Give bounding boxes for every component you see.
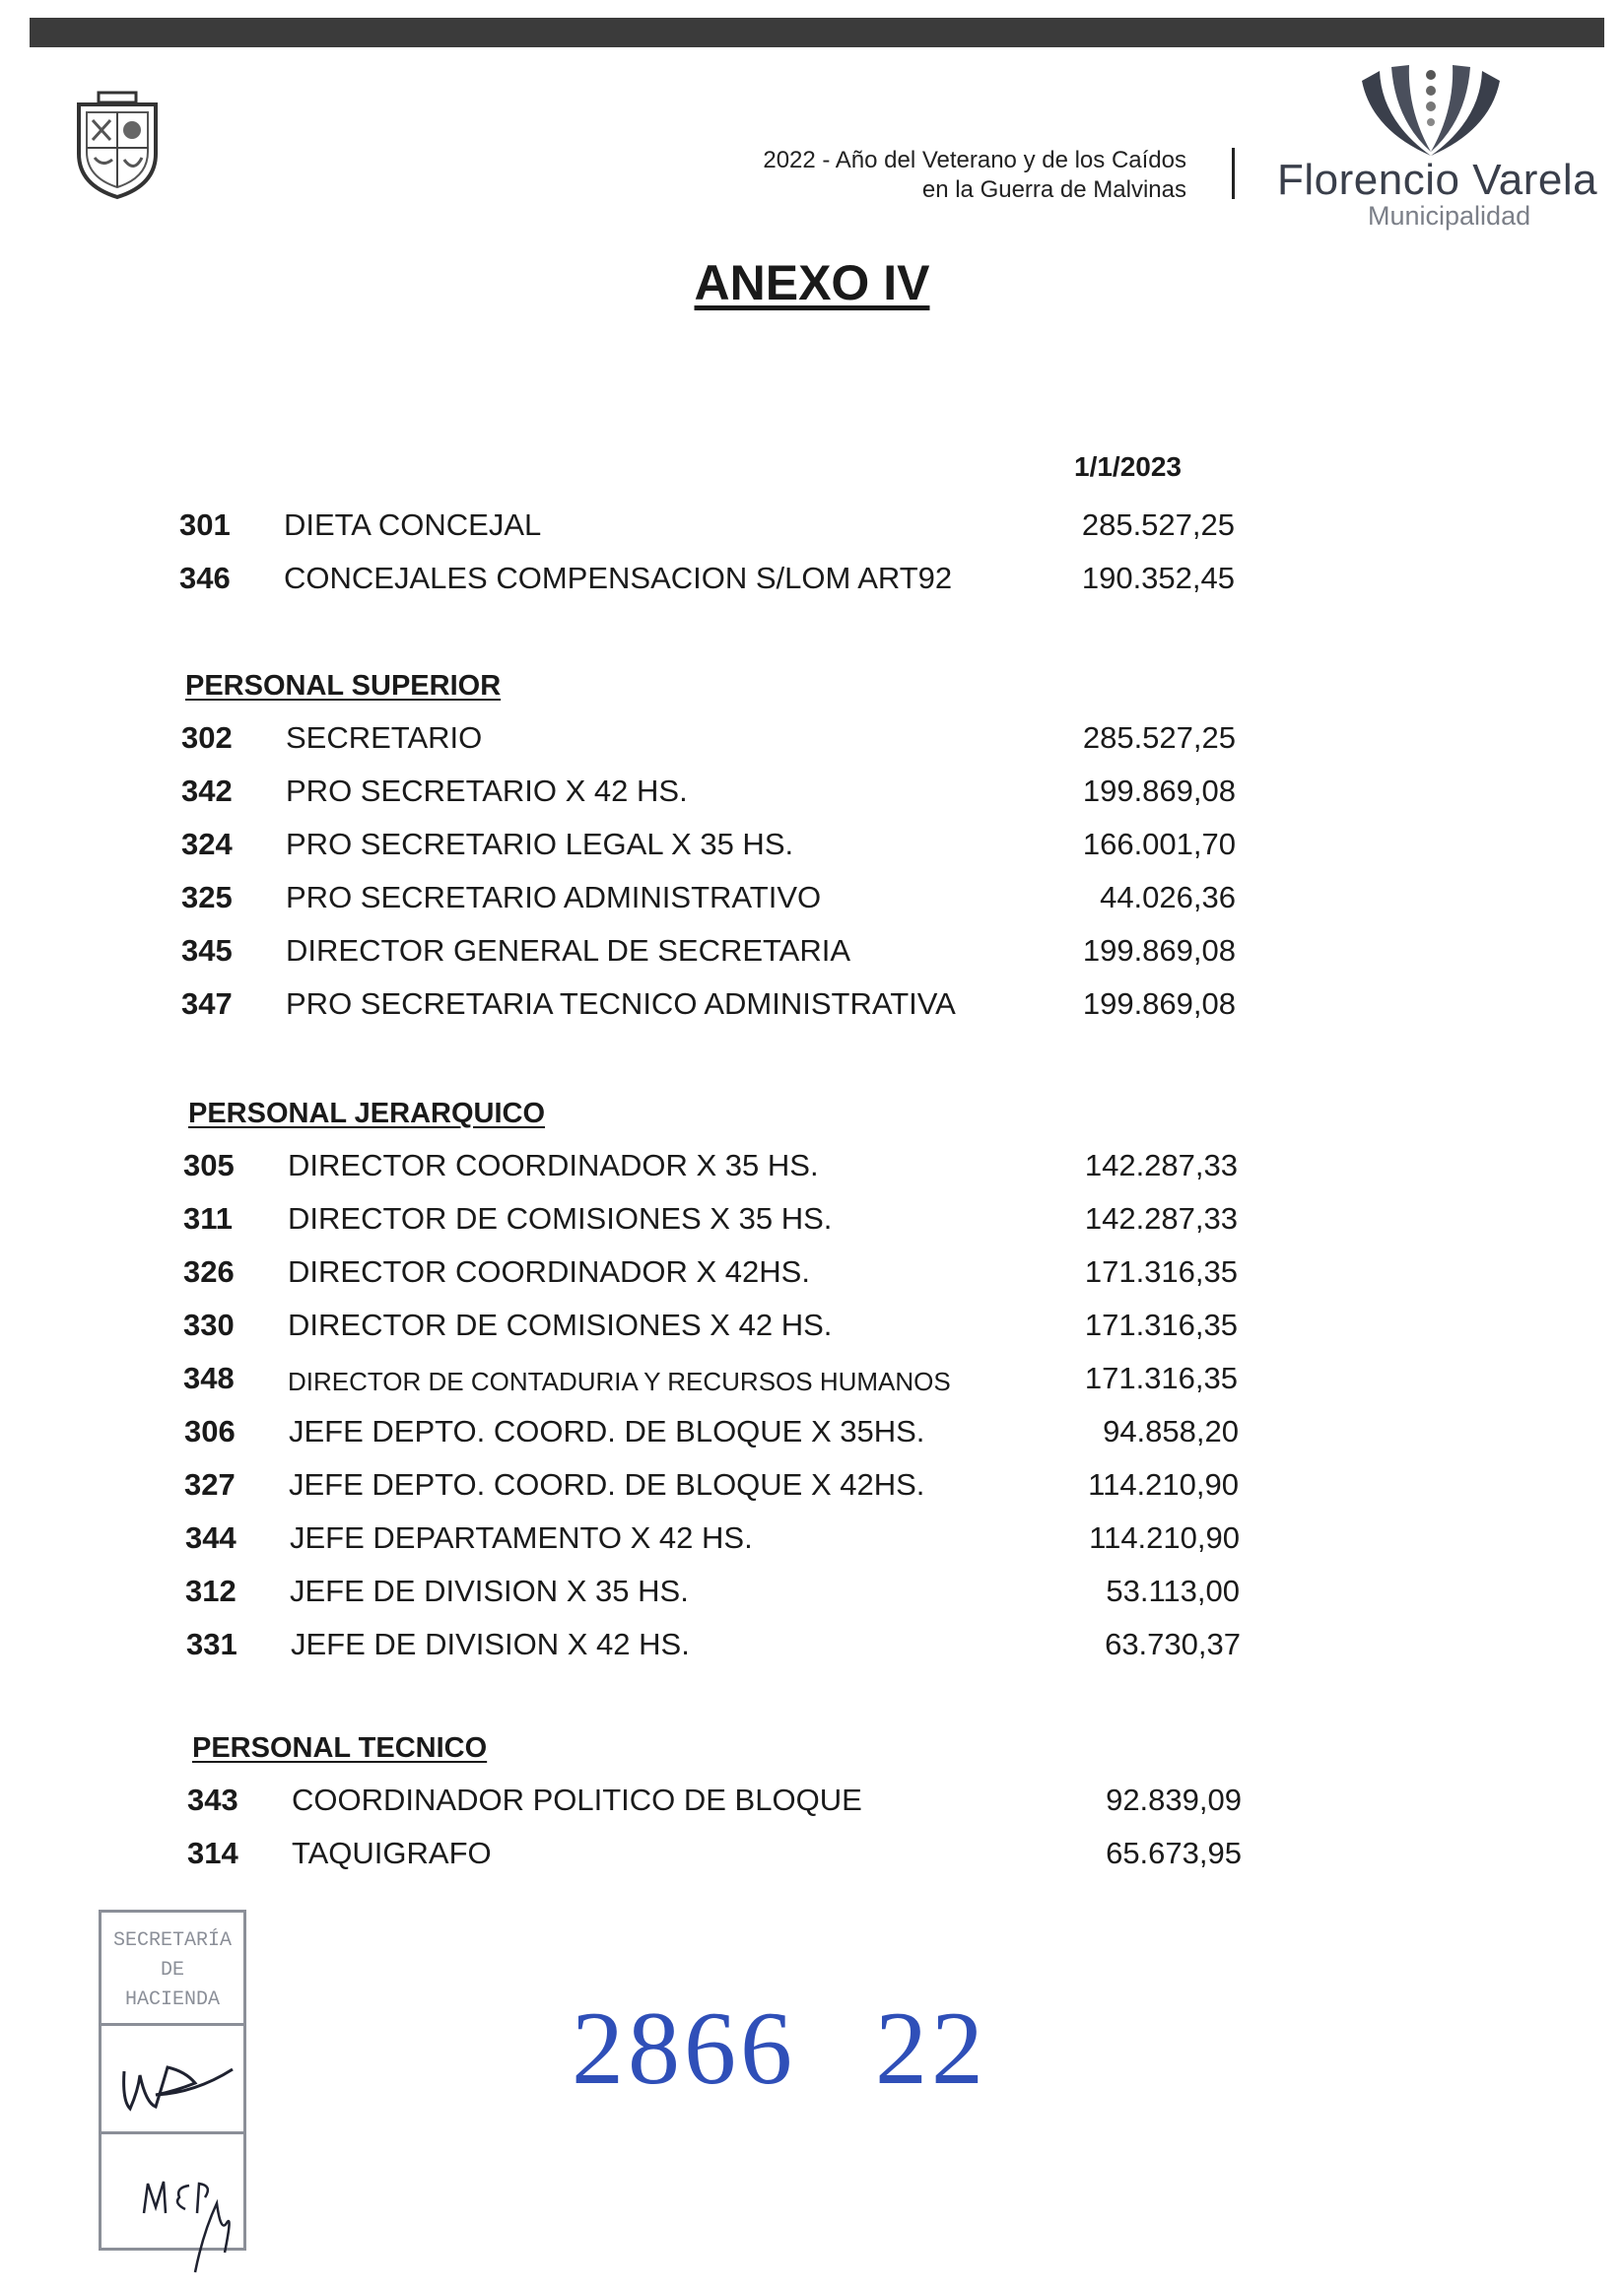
row-code: 326: [183, 1254, 235, 1289]
motto-line-2: en la Guerra de Malvinas: [921, 176, 1186, 203]
row-code: 342: [181, 774, 233, 808]
row-code: 305: [183, 1148, 235, 1182]
row-code: 314: [187, 1836, 238, 1870]
signature-icon: [116, 2032, 244, 2121]
table-row: [0, 561, 1624, 600]
row-code: 347: [181, 986, 233, 1021]
table-row: [0, 720, 1624, 760]
row-description: DIRECTOR COORDINADOR X 35 HS.: [288, 1148, 819, 1182]
row-code: 330: [183, 1308, 235, 1342]
row-amount: 114.210,90: [1088, 1467, 1239, 1502]
row-code: 346: [179, 561, 231, 595]
table-row: [0, 1467, 1624, 1507]
section-heading-personal-superior: PERSONAL SUPERIOR: [185, 670, 502, 702]
stamp-divider: [102, 2023, 243, 2026]
row-amount: 171.316,35: [1084, 1308, 1238, 1342]
table-row: [0, 986, 1624, 1026]
row-amount: 199.869,08: [1082, 986, 1236, 1021]
table-row: [0, 933, 1624, 973]
document-title: ANEXO IV: [694, 255, 930, 310]
row-amount: 63.730,37: [1105, 1627, 1241, 1661]
table-row: [0, 1148, 1624, 1187]
row-amount: 199.869,08: [1082, 774, 1236, 808]
row-amount: 190.352,45: [1081, 561, 1235, 595]
row-code: 327: [184, 1467, 236, 1502]
row-description: DIRECTOR DE CONTADURIA Y RECURSOS HUMANOS: [288, 1367, 951, 1396]
table-row: [0, 880, 1624, 919]
table-row: [0, 1308, 1624, 1347]
florencio-varela-logo-icon: [1352, 61, 1510, 160]
brand-name: Florencio Varela: [1277, 156, 1598, 204]
table-row: [0, 1627, 1624, 1666]
stamp-text: [102, 1926, 243, 2015]
table-row: [0, 1574, 1624, 1613]
row-description: JEFE DE DIVISION X 42 HS.: [291, 1627, 690, 1661]
row-description: DIRECTOR COORDINADOR X 42HS.: [288, 1254, 810, 1289]
motto-line-1: 2022 - Año del Veterano y de los Caídos: [763, 147, 1186, 173]
row-code: 348: [183, 1361, 235, 1395]
stamp-divider: [102, 2131, 243, 2134]
row-code: 312: [185, 1574, 237, 1608]
row-description: PRO SECRETARIA TECNICO ADMINISTRATIVA: [286, 986, 956, 1021]
row-amount: 166.001,70: [1082, 827, 1236, 861]
row-amount: 92.839,09: [1106, 1783, 1242, 1817]
row-description: DIRECTOR DE COMISIONES X 35 HS.: [288, 1201, 833, 1236]
date-column-header: 1/1/2023: [1074, 451, 1182, 482]
document-number-part-2: 22: [875, 1990, 987, 2106]
row-amount: 142.287,33: [1084, 1201, 1238, 1236]
row-description: JEFE DEPTO. COORD. DE BLOQUE X 42HS.: [289, 1467, 925, 1502]
row-amount: 65.673,95: [1106, 1836, 1242, 1870]
row-description: JEFE DE DIVISION X 35 HS.: [290, 1574, 689, 1608]
top-border-bar: [30, 18, 1604, 47]
row-description: JEFE DEPTO. COORD. DE BLOQUE X 35HS.: [289, 1414, 925, 1449]
table-row: [0, 774, 1624, 813]
row-description: TAQUIGRAFO: [292, 1836, 492, 1870]
stamp-line-2: DE: [160, 1959, 184, 1982]
row-description: JEFE DEPARTAMENTO X 42 HS.: [290, 1520, 753, 1555]
row-description: DIRECTOR GENERAL DE SECRETARIA: [286, 933, 851, 968]
table-row: [0, 1783, 1624, 1822]
table-row: [0, 507, 1624, 547]
municipal-crest-icon: [73, 91, 162, 201]
table-row: [0, 1836, 1624, 1875]
row-code: 343: [187, 1783, 238, 1817]
row-description: DIETA CONCEJAL: [284, 507, 542, 542]
row-amount: 171.316,35: [1084, 1361, 1238, 1395]
row-description: DIRECTOR DE COMISIONES X 42 HS.: [288, 1308, 833, 1342]
row-description: COORDINADOR POLITICO DE BLOQUE: [292, 1783, 862, 1817]
row-code: 324: [181, 827, 233, 861]
header-divider: [1232, 148, 1235, 199]
row-code: 325: [181, 880, 233, 914]
row-amount: 44.026,36: [1100, 880, 1236, 914]
row-code: 306: [184, 1414, 236, 1449]
row-code: 302: [181, 720, 233, 755]
commemorative-motto: [763, 146, 1186, 205]
table-row: [0, 1201, 1624, 1241]
table-row: [0, 827, 1624, 866]
document-number-stamp: [572, 1988, 987, 2109]
row-description: CONCEJALES COMPENSACION S/LOM ART92: [284, 561, 953, 595]
row-amount: 171.316,35: [1084, 1254, 1238, 1289]
stamp-line-3: HACIENDA: [124, 1988, 220, 2011]
row-amount: 114.210,90: [1089, 1520, 1240, 1555]
table-row: [0, 1414, 1624, 1453]
initials-icon: [134, 2164, 262, 2282]
stamp-line-1: SECRETARÍA: [112, 1929, 233, 1952]
row-amount: 53.113,00: [1106, 1574, 1240, 1608]
row-code: 331: [186, 1627, 237, 1661]
row-amount: 94.858,20: [1103, 1414, 1239, 1449]
table-row: [0, 1520, 1624, 1560]
section-heading-personal-tecnico: PERSONAL TECNICO: [192, 1732, 488, 1764]
document-number-part-1: 2866: [572, 1990, 796, 2106]
row-description: PRO SECRETARIO X 42 HS.: [286, 774, 688, 808]
row-code: 345: [181, 933, 233, 968]
section-heading-personal-jerarquico: PERSONAL JERARQUICO: [188, 1098, 546, 1129]
table-row: [0, 1254, 1624, 1294]
row-description: PRO SECRETARIO LEGAL X 35 HS.: [286, 827, 794, 861]
row-amount: 142.287,33: [1084, 1148, 1238, 1182]
table-row: [0, 1361, 1624, 1400]
row-code: 301: [179, 507, 231, 542]
row-code: 311: [183, 1201, 234, 1236]
row-amount: 285.527,25: [1081, 507, 1235, 542]
row-amount: 199.869,08: [1082, 933, 1236, 968]
row-amount: 285.527,25: [1082, 720, 1236, 755]
brand-subtitle: Municipalidad: [1368, 201, 1531, 231]
row-code: 344: [185, 1520, 237, 1555]
row-description: SECRETARIO: [286, 720, 483, 755]
row-description: PRO SECRETARIO ADMINISTRATIVO: [286, 880, 822, 914]
